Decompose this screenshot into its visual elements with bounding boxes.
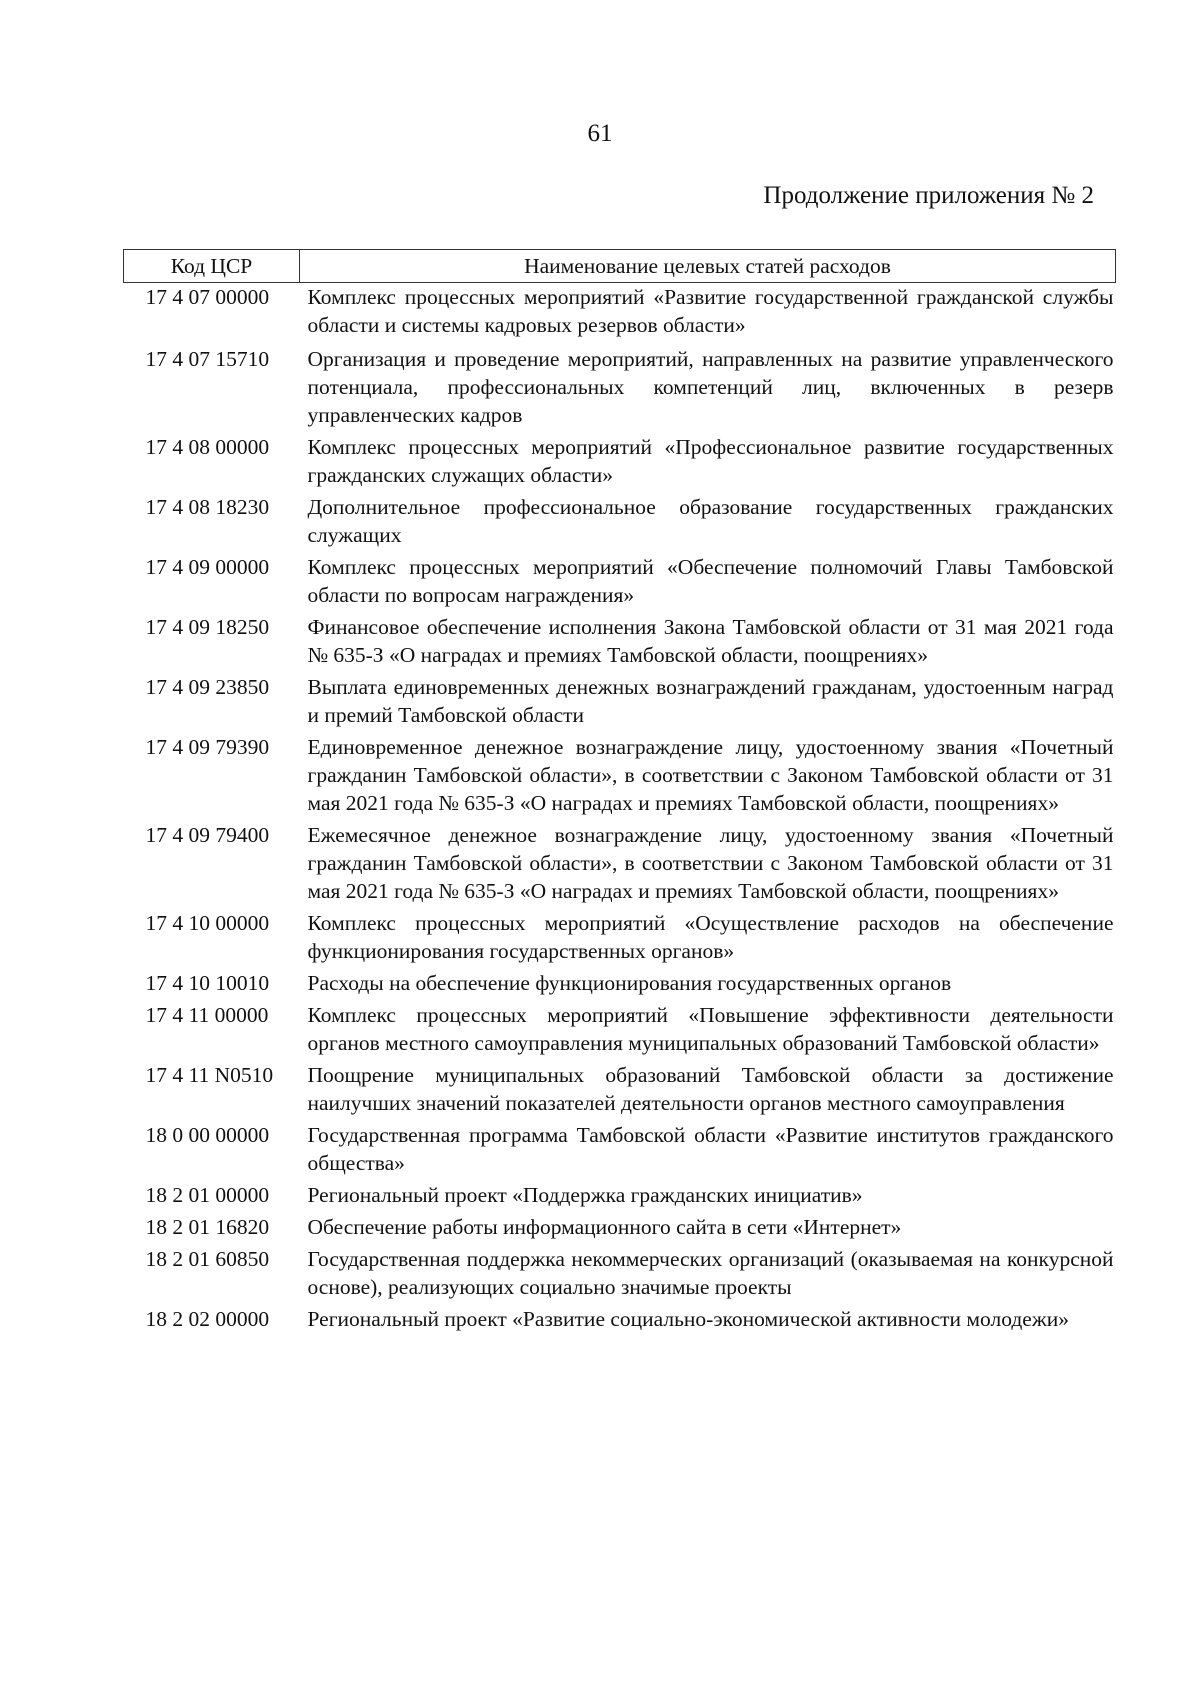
row-name: Поощрение муниципальных образований Тамбовской области за достижение наилучших значений показателей деятельности органов местного самоуправления bbox=[307, 1063, 1114, 1115]
table-row bbox=[124, 433, 1116, 493]
row-name: Региональный проект «Развитие социально-экономической активности молодежи» bbox=[307, 1307, 1069, 1331]
header-name: Наименование целевых статей расходов bbox=[300, 250, 1116, 283]
table-row bbox=[124, 969, 1116, 1001]
row-name: Комплекс процессных мероприятий «Повышение эффективности деятельности органов местного самоуправления муниципальных образований Тамбовской области» bbox=[307, 1003, 1114, 1055]
row-name: Обеспечение работы информационного сайта в сети «Интернет» bbox=[307, 1215, 902, 1239]
row-code: 18 0 00 00000 bbox=[145, 1123, 270, 1147]
table-row bbox=[124, 613, 1116, 673]
expenditure-table bbox=[123, 249, 1116, 1337]
row-name: Финансовое обеспечение исполнения Закона Тамбовской области от 31 мая 2021 года № 635-З «О наградах и премиях Тамбовской области, поощрениях» bbox=[307, 615, 1114, 667]
row-code: 17 4 11 N0510 bbox=[145, 1063, 274, 1087]
row-code: 17 4 10 10010 bbox=[145, 971, 270, 995]
row-code: 18 2 02 00000 bbox=[145, 1307, 270, 1331]
row-code: 17 4 08 00000 bbox=[145, 435, 270, 459]
row-name: Дополнительное профессиональное образование государственных гражданских служащих bbox=[307, 495, 1114, 547]
row-code: 17 4 09 79390 bbox=[145, 735, 270, 759]
row-code: 17 4 09 23850 bbox=[145, 675, 270, 699]
row-name: Государственная поддержка некоммерческих организаций (оказываемая на конкурсной основе), реализующих социально значимые проекты bbox=[307, 1247, 1114, 1299]
table-row bbox=[124, 343, 1116, 433]
row-code: 17 4 11 00000 bbox=[145, 1003, 269, 1027]
row-name: Государственная программа Тамбовской области «Развитие институтов гражданского общества» bbox=[307, 1123, 1114, 1175]
row-name: Организация и проведение мероприятий, направленных на развитие управленческого потенциала, профессиональных компетенций лиц, включенных в резерв управленческих кадров bbox=[307, 347, 1114, 427]
row-name: Ежемесячное денежное вознаграждение лицу, удостоенному звания «Почетный гражданин Тамбовской области», в соответствии с Законом Тамбовской области от 31 мая 2021 года № 635-З «О наградах и премиях Тамбовской области, поощрениях» bbox=[307, 823, 1114, 903]
table-row bbox=[124, 493, 1116, 553]
row-name: Комплекс процессных мероприятий «Профессиональное развитие государственных гражданских служащих области» bbox=[307, 435, 1114, 487]
table-row bbox=[124, 1001, 1116, 1061]
table-row bbox=[124, 553, 1116, 613]
row-name: Комплекс процессных мероприятий «Осуществление расходов на обеспечение функционирования государственных органов» bbox=[307, 911, 1114, 963]
table-row bbox=[124, 1181, 1116, 1213]
row-code: 17 4 08 18230 bbox=[145, 495, 270, 519]
row-code: 17 4 07 00000 bbox=[145, 285, 270, 309]
row-code: 18 2 01 16820 bbox=[145, 1215, 270, 1239]
page-number: 61 bbox=[587, 120, 613, 147]
table-header-row bbox=[124, 250, 1116, 283]
row-name: Комплекс процессных мероприятий «Развитие государственной гражданской службы области и системы кадровых резервов области» bbox=[307, 285, 1114, 337]
table-row bbox=[124, 1245, 1116, 1305]
row-code: 17 4 10 00000 bbox=[145, 911, 270, 935]
header-code: Код ЦСР bbox=[124, 250, 300, 283]
table-row bbox=[124, 733, 1116, 821]
row-name: Региональный проект «Поддержка гражданских инициатив» bbox=[307, 1183, 863, 1207]
row-code: 17 4 09 00000 bbox=[145, 555, 270, 579]
table-row bbox=[124, 1061, 1116, 1121]
table-row bbox=[124, 1305, 1116, 1337]
table-row bbox=[124, 1213, 1116, 1245]
row-name: Комплекс процессных мероприятий «Обеспечение полномочий Главы Тамбовской области по вопросам награждения» bbox=[307, 555, 1114, 607]
row-name: Единовременное денежное вознаграждение лицу, удостоенному звания «Почетный гражданин Тамбовской области», в соответствии с Законом Тамбовской области от 31 мая 2021 года № 635-З «О наградах и премиях Тамбовской области, поощрениях» bbox=[307, 735, 1114, 815]
row-code: 17 4 09 79400 bbox=[145, 823, 270, 847]
table-row bbox=[124, 821, 1116, 909]
row-code: 18 2 01 60850 bbox=[145, 1247, 270, 1271]
row-code: 18 2 01 00000 bbox=[145, 1183, 270, 1207]
row-name: Выплата единовременных денежных вознаграждений гражданам, удостоенным наград и премий Тамбовской области bbox=[307, 675, 1114, 727]
row-code: 17 4 07 15710 bbox=[145, 347, 270, 371]
row-name: Расходы на обеспечение функционирования государственных органов bbox=[307, 971, 952, 995]
table-row bbox=[124, 283, 1116, 344]
table-row bbox=[124, 1121, 1116, 1181]
table-row bbox=[124, 673, 1116, 733]
continuation-label: Продолжение приложения № 2 bbox=[763, 182, 1094, 209]
row-code: 17 4 09 18250 bbox=[145, 615, 270, 639]
table-row bbox=[124, 909, 1116, 969]
